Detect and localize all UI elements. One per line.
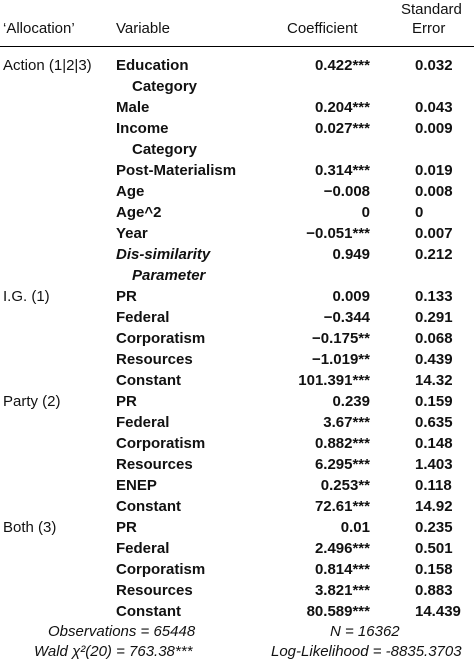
table-row <box>0 307 474 328</box>
table-row <box>0 139 474 160</box>
row-group: Action (1|2|3) <box>3 57 92 74</box>
table-row <box>0 202 474 223</box>
row-variable: Federal <box>116 414 170 431</box>
row-variable: Corporatism <box>116 435 206 452</box>
row-variable: Resources <box>116 351 193 368</box>
row-variable: ENEP <box>116 477 157 494</box>
row-standard-error: 0.009 <box>415 120 453 137</box>
header-standard: Standard <box>401 1 462 18</box>
row-variable: Year <box>116 225 148 242</box>
row-coefficient: −0.008 <box>323 183 370 200</box>
row-standard-error: 0.635 <box>415 414 453 431</box>
row-coefficient: 101.391*** <box>298 372 370 389</box>
row-standard-error: 0.148 <box>415 435 453 452</box>
row-standard-error: 0.159 <box>415 393 453 410</box>
table-row <box>0 391 474 412</box>
row-standard-error: 0.043 <box>415 99 453 116</box>
header-variable: Variable <box>116 20 170 37</box>
row-standard-error: 0 <box>415 204 424 221</box>
row-standard-error: 0.291 <box>415 309 453 326</box>
row-coefficient: 0.422*** <box>314 57 370 74</box>
row-variable: PR <box>116 288 137 305</box>
table-row <box>0 223 474 244</box>
table-row <box>0 265 474 286</box>
row-coefficient: 0.009 <box>332 288 370 305</box>
row-standard-error: 14.439 <box>415 603 461 620</box>
row-coefficient: 3.67*** <box>323 414 370 431</box>
row-standard-error: 0.019 <box>415 162 453 179</box>
row-coefficient: −0.051*** <box>306 225 370 242</box>
row-coefficient: 0.814*** <box>314 561 370 578</box>
row-variable: Parameter <box>132 267 206 284</box>
row-standard-error: 0.158 <box>415 561 453 578</box>
row-coefficient: 0.314*** <box>314 162 370 179</box>
row-standard-error: 0.007 <box>415 225 453 242</box>
row-standard-error: 0.068 <box>415 330 453 347</box>
footer-loglik: Log-Likelihood = -8835.3703 <box>271 643 462 660</box>
row-group: Both (3) <box>3 519 57 536</box>
row-coefficient: −0.344 <box>323 309 370 326</box>
table-row <box>0 370 474 391</box>
table-row <box>0 286 474 307</box>
table-row <box>0 454 474 475</box>
row-variable: Age^2 <box>116 204 162 221</box>
row-coefficient: 0.253** <box>320 477 370 494</box>
table-row <box>0 76 474 97</box>
table-row <box>0 244 474 265</box>
row-standard-error: 1.403 <box>415 456 453 473</box>
footer-observations: Observations = 65448 <box>48 623 196 640</box>
row-variable: Male <box>116 99 150 116</box>
table-row <box>0 601 474 622</box>
row-variable: Corporatism <box>116 561 206 578</box>
row-variable: PR <box>116 519 137 536</box>
footer-n: N = 16362 <box>330 623 400 640</box>
row-variable: Corporatism <box>116 330 206 347</box>
table-row <box>0 412 474 433</box>
row-variable: Resources <box>116 456 193 473</box>
row-coefficient: 80.589*** <box>306 603 370 620</box>
table-row <box>0 349 474 370</box>
header-allocation: ‘Allocation’ <box>3 20 75 37</box>
row-standard-error: 0.118 <box>415 477 452 494</box>
row-variable: Federal <box>116 309 170 326</box>
table-row <box>0 97 474 118</box>
table-row <box>0 433 474 454</box>
row-variable: Constant <box>116 498 181 515</box>
row-group: Party (2) <box>3 393 61 410</box>
row-standard-error: 14.32 <box>415 372 453 389</box>
table-row <box>0 160 474 181</box>
header-coefficient: Coefficient <box>287 20 358 37</box>
row-variable: Federal <box>116 540 170 557</box>
row-coefficient: 0.882*** <box>314 435 370 452</box>
row-variable: PR <box>116 393 137 410</box>
row-standard-error: 0.501 <box>415 540 453 557</box>
row-coefficient: 0.01 <box>340 519 370 536</box>
table-row <box>0 538 474 559</box>
table-row <box>0 559 474 580</box>
row-standard-error: 0.008 <box>415 183 453 200</box>
row-standard-error: 0.883 <box>415 582 453 599</box>
row-coefficient: 0.239 <box>332 393 370 410</box>
row-coefficient: 0.027*** <box>314 120 370 137</box>
row-coefficient: 6.295*** <box>314 456 370 473</box>
row-coefficient: −1.019** <box>312 351 370 368</box>
table-row <box>0 118 474 139</box>
row-standard-error: 0.439 <box>415 351 453 368</box>
table-row <box>0 475 474 496</box>
table-row <box>0 55 474 76</box>
row-standard-error: 0.235 <box>415 519 453 536</box>
row-coefficient: 2.496*** <box>314 540 370 557</box>
row-variable: Income <box>116 120 169 137</box>
row-coefficient: 0 <box>361 204 370 221</box>
table-row <box>0 517 474 538</box>
row-variable: Category <box>132 78 198 95</box>
footer-wald: Wald χ²(20) = 763.38*** <box>34 643 193 660</box>
row-variable: Dis-similarity <box>116 246 211 263</box>
table-row <box>0 328 474 349</box>
row-variable: Post-Materialism <box>116 162 237 179</box>
row-variable: Age <box>116 183 145 200</box>
row-variable: Education <box>116 57 189 74</box>
header-error: Error <box>412 20 446 37</box>
row-coefficient: 0.204*** <box>314 99 370 116</box>
row-coefficient: −0.175** <box>312 330 370 347</box>
row-coefficient: 0.949 <box>332 246 370 263</box>
row-variable: Constant <box>116 372 181 389</box>
row-coefficient: 3.821*** <box>314 582 370 599</box>
row-variable: Constant <box>116 603 181 620</box>
table-row <box>0 580 474 601</box>
header-rule <box>0 46 474 47</box>
row-variable: Resources <box>116 582 193 599</box>
table-row <box>0 496 474 517</box>
row-standard-error: 0.212 <box>415 246 453 263</box>
row-variable: Category <box>132 141 198 158</box>
row-group: I.G. (1) <box>3 288 50 305</box>
row-standard-error: 0.133 <box>415 288 453 305</box>
table-row <box>0 181 474 202</box>
row-standard-error: 0.032 <box>415 57 453 74</box>
row-standard-error: 14.92 <box>415 498 453 515</box>
row-coefficient: 72.61*** <box>314 498 370 515</box>
